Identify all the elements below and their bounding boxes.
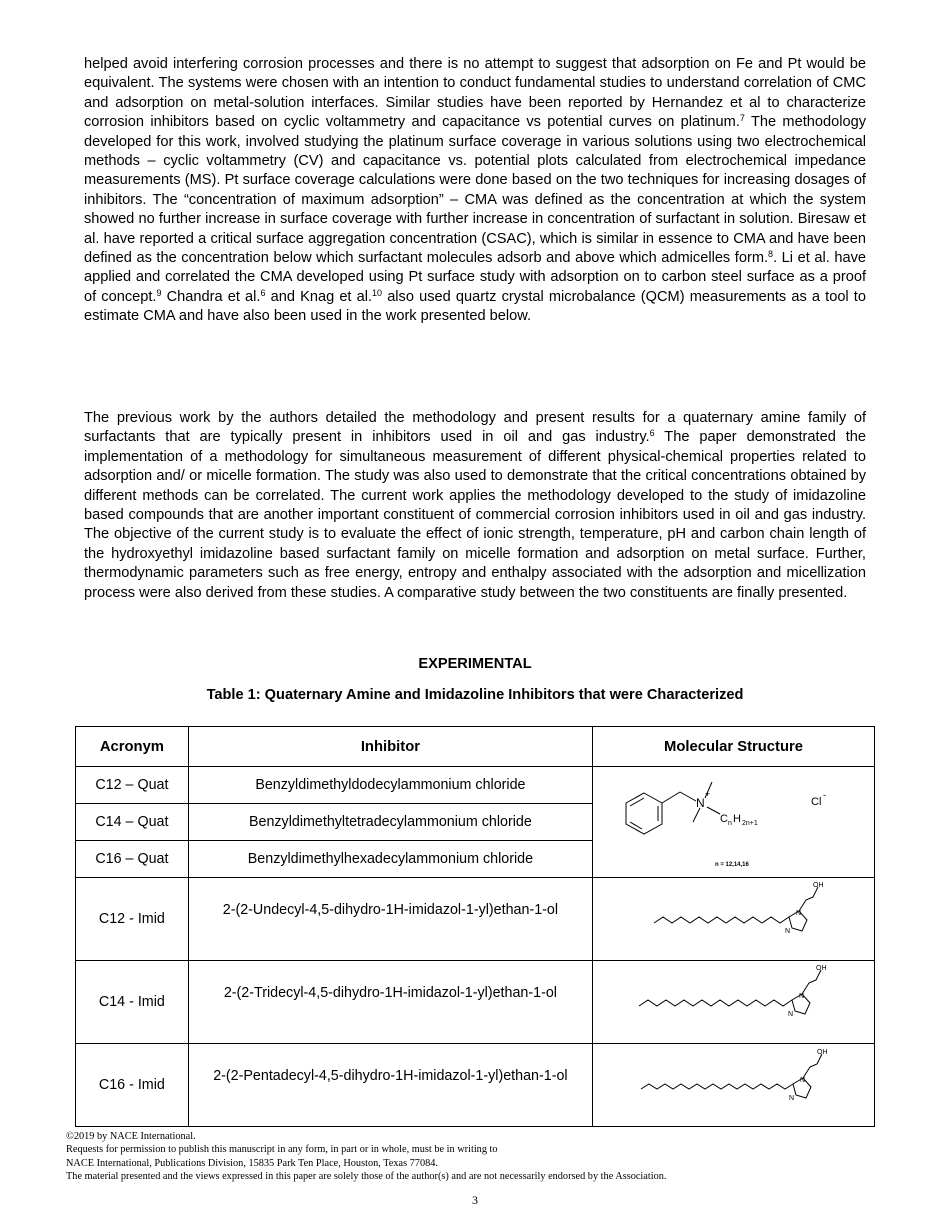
footer-permission: Requests for permission to publish this manuscript in any form, in part or in whole, must be in writing to — [66, 1144, 498, 1156]
inhibitor-cell: Benzyldimethyltetradecylammonium chloride — [188, 804, 592, 841]
imid-structure-cell — [593, 1044, 875, 1127]
chain-c: C — [719, 813, 728, 825]
chain-h: H — [732, 813, 741, 825]
chain-n-sub: n — [727, 820, 732, 827]
chain-h-sub: 2n+1 — [741, 820, 758, 827]
table-header-row — [76, 727, 875, 767]
acronym-cell: C12 - Imid — [76, 878, 189, 961]
inhibitor-cell: 2-(2-Tridecyl-4,5-dihydro-1H-imidazol-1-yl)ethan-1-ol — [188, 961, 592, 1044]
reference-10: 10 — [372, 287, 383, 298]
p2-text-2: The paper demonstrated the implementation of a methodology for simultaneous measurement of different physical-chemical properties related to adsorption and/ or micelle formation. The study was also used to demonstrate that the critical concentrations obtained by different methods can be correlated. The current work applies the methodology developed to the study of imidazoline based compounds that are another important constituent of commercial corrosion inhibitors used in oil and gas industry. The objective of the current study is to evaluate the effect of ionic strength, temperature, pH and carbon chain length of the hydroxyethyl imidazoline based surfactant family on micelle formation and adsorption on metal surface. Further, thermodynamic parameters such as free energy, entropy and enthalpy associated with the adsorption and micellization process were also derived from these studies. A comparative study between the two constituents are finally presented. — [84, 429, 867, 601]
p1-text-1: helped avoid interfering corrosion processes and there is no attempt to suggest that adsorption on Fe and Pt would be equivalent. The systems were chosen with an intention to conduct fundamental studies to understand correlation of CMC and adsorption on metal-solution interfaces. Similar studies have been reported by Hernandez et al to characterize corrosion inhibitors based on cyclic voltammetry and capacitance vs potential curves on platinum. — [84, 56, 866, 131]
p1-text-2: The methodology developed for this work, involved studying the platinum surface coverage in various solutions using two electrochemical methods – cyclic voltammetry (CV) and capacitance vs. potential plots calculated from electrochemical impedance measurements (MS). Pt surface coverage calculations were done based on the two techniques for increasing dosages of inhibitors. The “concentration of maximum adsorption” – CMA was defined as the concentration at which the system showed no further increase in surface coverage with further increase in concentration of surfactant in solution. Biresaw et al. have reported a critical surface aggregation concentration (CSAC), which is similar in essence to CMA and have been defined as the concentration below which surfactant molecules adsorb and above which admicelles form. — [84, 114, 867, 267]
header-structure: Molecular Structure — [593, 727, 875, 767]
n-values-note: n = 12,14,16 — [714, 862, 749, 868]
table-row — [76, 767, 875, 804]
page-number: 3 — [472, 1193, 478, 1207]
table-caption: Table 1: Quaternary Amine and Imidazoline Inhibitors that were Characterized — [206, 687, 744, 703]
n-label: N — [784, 928, 790, 935]
chloride-charge: - — [822, 790, 826, 800]
reference-7: 7 — [739, 113, 745, 124]
chloride-label: Cl — [810, 796, 821, 808]
section-heading: EXPERIMENTAL — [418, 656, 532, 672]
imid-c14-molecule-diagram — [599, 961, 869, 1039]
footer-disclaimer: The material presented and the views expressed in this paper are solely those of the author(s) and are not necessarily endorsed by the Association. — [66, 1171, 667, 1183]
footer-copyright: ©2019 by NACE International. — [66, 1131, 196, 1142]
n-label: N — [798, 993, 804, 1000]
page-footer — [66, 1130, 666, 1184]
reference-6: 6 — [260, 287, 266, 298]
inhibitor-cell: Benzyldimethyldodecylammonium chloride — [188, 767, 592, 804]
acronym-cell: C14 - Imid — [76, 961, 189, 1044]
n-label: N — [795, 910, 801, 917]
table-row — [76, 961, 875, 1044]
reference-6b: 6 — [649, 428, 655, 439]
nitrogen-charge: + — [704, 789, 710, 799]
n-label: N — [799, 1077, 805, 1084]
acronym-cell: C16 – Quat — [76, 841, 189, 878]
nitrogen-label: N — [695, 796, 705, 810]
p1-text-5: and Knag et al. — [265, 288, 373, 305]
imid-structure-cell — [593, 878, 875, 961]
inhibitor-cell: 2-(2-Pentadecyl-4,5-dihydro-1H-imidazol-1-yl)ethan-1-ol — [188, 1044, 592, 1127]
footer-address: NACE International, Publications Division, 15835 Park Ten Place, Houston, Texas 77084. — [66, 1157, 438, 1169]
n-label: N — [787, 1011, 793, 1018]
inhibitor-table — [75, 726, 875, 1127]
header-acronym: Acronym — [76, 727, 189, 767]
n-label: N — [788, 1095, 794, 1102]
table-row — [76, 1044, 875, 1127]
body-paragraph-2 — [84, 409, 866, 603]
p1-text-3: . Li et al. have applied and correlated the CMA developed using Pt surface study with adsorption on to carbon steel surface as a proof of concept. — [84, 250, 866, 305]
header-inhibitor: Inhibitor — [188, 727, 592, 767]
p2-text-1: The previous work by the authors detailed the methodology and present results for a quaternary amine family of surfactants that are typically present in inhibitors used in oil and gas industry. — [84, 410, 866, 446]
oh-label: OH — [815, 965, 827, 972]
acronym-cell: C16 - Imid — [76, 1044, 189, 1127]
acronym-cell: C12 – Quat — [76, 767, 189, 804]
table-row — [76, 878, 875, 961]
quat-molecule-diagram — [614, 770, 854, 870]
imid-c16-molecule-diagram — [599, 1044, 869, 1122]
oh-label: OH — [816, 1049, 828, 1056]
imid-structure-cell — [593, 961, 875, 1044]
reference-8: 8 — [768, 249, 774, 260]
p1-text-6: also used quartz crystal microbalance (QCM) measurements as a tool to estimate CMA and have also been used in the work presented below. — [84, 288, 866, 325]
body-paragraph-1 — [84, 55, 866, 327]
acronym-cell: C14 – Quat — [76, 804, 189, 841]
reference-9: 9 — [156, 287, 162, 298]
imid-c12-molecule-diagram — [599, 878, 869, 956]
p1-text-4: Chandra et al. — [161, 288, 261, 305]
inhibitor-cell: 2-(2-Undecyl-4,5-dihydro-1H-imidazol-1-yl)ethan-1-ol — [188, 878, 592, 961]
inhibitor-cell: Benzyldimethylhexadecylammonium chloride — [188, 841, 592, 878]
quat-structure-cell — [593, 767, 875, 878]
oh-label: OH — [812, 882, 824, 889]
